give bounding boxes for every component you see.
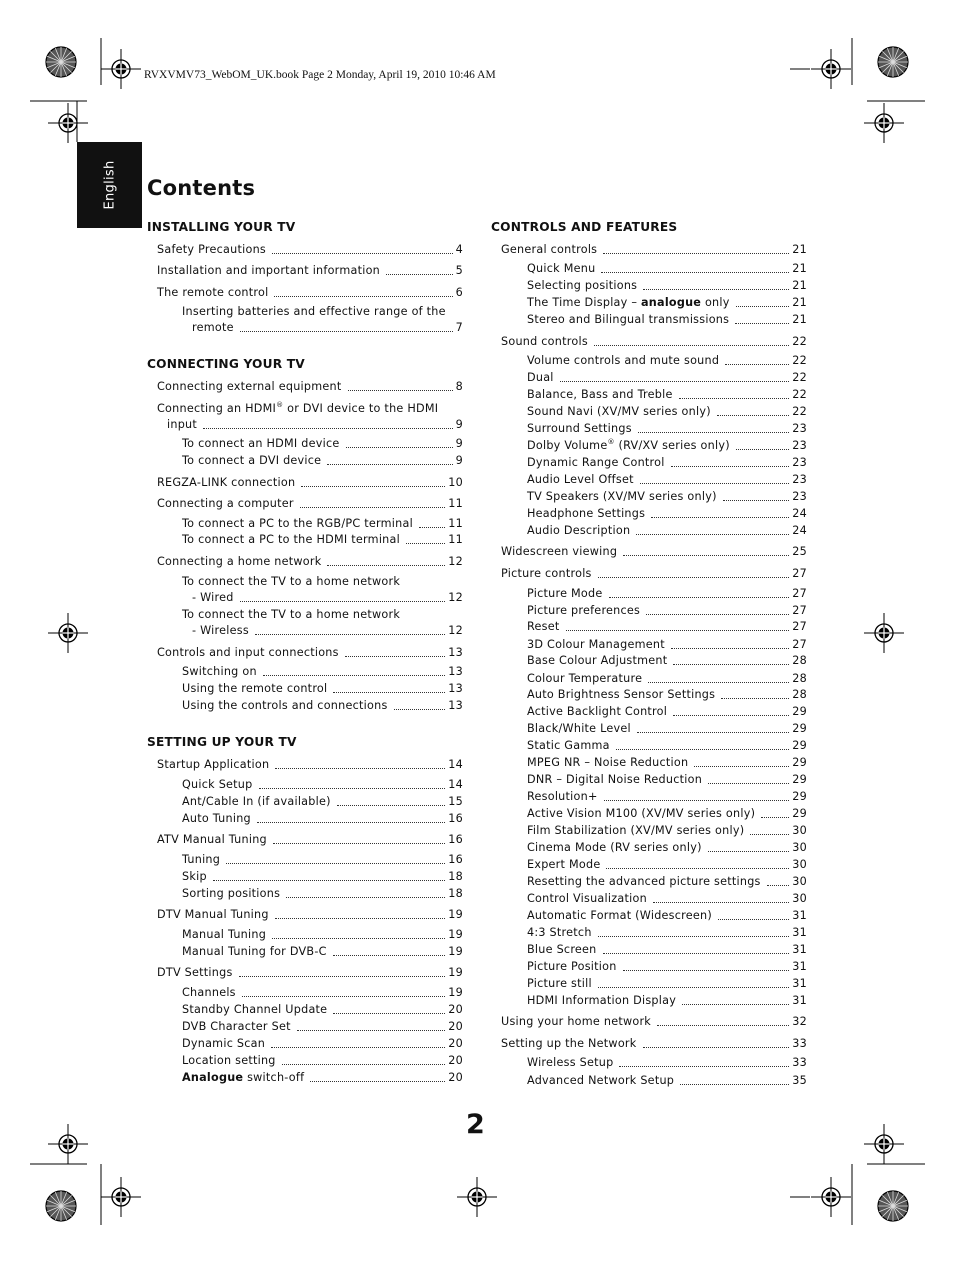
toc-entry[interactable]: Colour Temperature 28 xyxy=(527,672,807,685)
toc-entry[interactable]: MPEG NR – Noise Reduction 29 xyxy=(527,756,807,769)
toc-entry[interactable]: To connect the TV to a home network xyxy=(182,575,401,588)
toc-entry[interactable]: Quick Setup 14 xyxy=(182,778,463,791)
section-heading: CONTROLS AND FEATURES xyxy=(491,220,678,234)
toc-entry[interactable]: Skip 18 xyxy=(182,870,463,883)
toc-entry[interactable]: Manual Tuning 19 xyxy=(182,928,463,941)
toc-entry[interactable]: DTV Manual Tuning 19 xyxy=(157,908,463,921)
toc-entry[interactable]: Volume controls and mute sound 22 xyxy=(527,354,807,367)
toc-entry[interactable]: input 9 xyxy=(167,418,463,431)
toc-entry[interactable]: Connecting a home network 12 xyxy=(157,555,463,568)
toc-entry[interactable]: Installation and important information 5 xyxy=(157,264,463,277)
toc-entry[interactable]: Picture still 31 xyxy=(527,977,807,990)
toc-entry[interactable]: Analogue switch-off 20 xyxy=(182,1071,463,1084)
toc-entry[interactable]: HDMI Information Display 31 xyxy=(527,994,807,1007)
toc-entry[interactable]: DNR – Digital Noise Reduction 29 xyxy=(527,773,807,786)
toc-entry[interactable]: Black/White Level 29 xyxy=(527,722,807,735)
toc-entry[interactable]: Expert Mode 30 xyxy=(527,858,807,871)
section-heading: SETTING UP YOUR TV xyxy=(147,735,297,749)
toc-entry[interactable]: To connect a DVI device 9 xyxy=(182,454,463,467)
toc-entry[interactable]: Picture Position 31 xyxy=(527,960,807,973)
toc-entry[interactable]: Using the remote control 13 xyxy=(182,682,463,695)
toc-entry[interactable]: Inserting batteries and effective range of the xyxy=(182,305,446,318)
toc-entry[interactable]: Balance, Bass and Treble 22 xyxy=(527,388,807,401)
toc-entry[interactable]: 4:3 Stretch 31 xyxy=(527,926,807,939)
toc-entry[interactable]: Control Visualization 30 xyxy=(527,892,807,905)
toc-entry[interactable]: Location setting 20 xyxy=(182,1054,463,1067)
toc-entry[interactable]: Automatic Format (Widescreen) 31 xyxy=(527,909,807,922)
toc-entry[interactable]: Quick Menu 21 xyxy=(527,262,807,275)
toc-entry[interactable]: Sorting positions 18 xyxy=(182,887,463,900)
book-header-text: RVXVMV73_WebOM_UK.book Page 2 Monday, April 19, 2010 10:46 AM xyxy=(144,69,496,81)
toc-entry[interactable]: Controls and input connections 13 xyxy=(157,646,463,659)
page-number: 2 xyxy=(466,1109,485,1140)
toc-entry[interactable]: Ant/Cable In (if available) 15 xyxy=(182,795,463,808)
toc-entry[interactable]: Widescreen viewing 25 xyxy=(501,545,807,558)
toc-entry[interactable]: Connecting external equipment 8 xyxy=(157,380,463,393)
toc-entry[interactable]: Resolution+ 29 xyxy=(527,790,807,803)
toc-entry[interactable]: Active Vision M100 (XV/MV series only) 29 xyxy=(527,807,807,820)
toc-entry[interactable]: General controls 21 xyxy=(501,243,807,256)
toc-entry[interactable]: Connecting an HDMI® or DVI device to the HDMI xyxy=(157,401,439,415)
toc-entry[interactable]: Switching on 13 xyxy=(182,665,463,678)
toc-entry[interactable]: Picture preferences 27 xyxy=(527,604,807,617)
toc-entry[interactable]: To connect a PC to the HDMI terminal 11 xyxy=(182,533,463,546)
toc-entry[interactable]: Dolby Volume® (RV/XV series only) 23 xyxy=(527,438,807,452)
toc-entry[interactable]: Dynamic Scan 20 xyxy=(182,1037,463,1050)
toc-entry[interactable]: Reset 27 xyxy=(527,620,807,633)
toc-entry[interactable]: Using the controls and connections 13 xyxy=(182,699,463,712)
section-heading: INSTALLING YOUR TV xyxy=(147,220,296,234)
toc-entry[interactable]: Stereo and Bilingual transmissions 21 xyxy=(527,313,807,326)
toc-entry[interactable]: To connect a PC to the RGB/PC terminal 11 xyxy=(182,517,463,530)
toc-entry[interactable]: Audio Description 24 xyxy=(527,524,807,537)
toc-entry[interactable]: Setting up the Network 33 xyxy=(501,1037,807,1050)
toc-entry[interactable]: DTV Settings 19 xyxy=(157,966,463,979)
toc-entry[interactable]: To connect the TV to a home network xyxy=(182,608,401,621)
toc-entry[interactable]: Tuning 16 xyxy=(182,853,463,866)
section-heading: CONNECTING YOUR TV xyxy=(147,357,305,371)
toc-entry[interactable]: The remote control 6 xyxy=(157,286,463,299)
toc-entry[interactable]: Audio Level Offset 23 xyxy=(527,473,807,486)
toc-entry[interactable]: Wireless Setup 33 xyxy=(527,1056,807,1069)
toc-entry[interactable]: Picture Mode 27 xyxy=(527,587,807,600)
toc-entry[interactable]: DVB Character Set 20 xyxy=(182,1020,463,1033)
toc-entry[interactable]: Headphone Settings 24 xyxy=(527,507,807,520)
toc-entry[interactable]: Sound controls 22 xyxy=(501,335,807,348)
toc-entry[interactable]: Surround Settings 23 xyxy=(527,422,807,435)
toc-entry[interactable]: Sound Navi (XV/MV series only) 22 xyxy=(527,405,807,418)
toc-entry[interactable]: 3D Colour Management 27 xyxy=(527,638,807,651)
toc-entry[interactable]: REGZA-LINK connection 10 xyxy=(157,476,463,489)
toc-entry[interactable]: Film Stabilization (XV/MV series only) 30 xyxy=(527,824,807,837)
toc-entry[interactable]: Static Gamma 29 xyxy=(527,739,807,752)
toc-entry[interactable]: The Time Display – analogue only 21 xyxy=(527,296,807,309)
toc-entry[interactable]: To connect an HDMI device 9 xyxy=(182,437,463,450)
toc-entry[interactable]: Selecting positions 21 xyxy=(527,279,807,292)
language-tab-label: English xyxy=(102,160,118,210)
toc-entry[interactable]: Manual Tuning for DVB-C 19 xyxy=(182,945,463,958)
toc-entry[interactable]: Startup Application 14 xyxy=(157,758,463,771)
toc-entry[interactable]: Cinema Mode (RV series only) 30 xyxy=(527,841,807,854)
toc-entry[interactable]: Advanced Network Setup 35 xyxy=(527,1074,807,1087)
toc-entry[interactable]: TV Speakers (XV/MV series only) 23 xyxy=(527,490,807,503)
toc-entry[interactable]: Using your home network 32 xyxy=(501,1015,807,1028)
page-title: Contents xyxy=(147,176,256,200)
toc-entry[interactable]: ATV Manual Tuning 16 xyxy=(157,833,463,846)
toc-entry[interactable]: Dual 22 xyxy=(527,371,807,384)
toc-entry[interactable]: Auto Tuning 16 xyxy=(182,812,463,825)
toc-entry[interactable]: Connecting a computer 11 xyxy=(157,497,463,510)
toc-entry[interactable]: Safety Precautions 4 xyxy=(157,243,463,256)
toc-entry[interactable]: Base Colour Adjustment 28 xyxy=(527,654,807,667)
toc-entry[interactable]: Blue Screen 31 xyxy=(527,943,807,956)
toc-entry[interactable]: Auto Brightness Sensor Settings 28 xyxy=(527,688,807,701)
toc-entry[interactable]: Resetting the advanced picture settings 30 xyxy=(527,875,807,888)
toc-entry[interactable]: - Wired 12 xyxy=(192,591,463,604)
toc-entry[interactable]: - Wireless 12 xyxy=(192,624,463,637)
toc-entry[interactable]: Standby Channel Update 20 xyxy=(182,1003,463,1016)
toc-entry[interactable]: Active Backlight Control 29 xyxy=(527,705,807,718)
toc-entry[interactable]: remote 7 xyxy=(192,321,463,334)
toc-entry[interactable]: Dynamic Range Control 23 xyxy=(527,456,807,469)
toc-entry[interactable]: Channels 19 xyxy=(182,986,463,999)
toc-entry[interactable]: Picture controls 27 xyxy=(501,567,807,580)
